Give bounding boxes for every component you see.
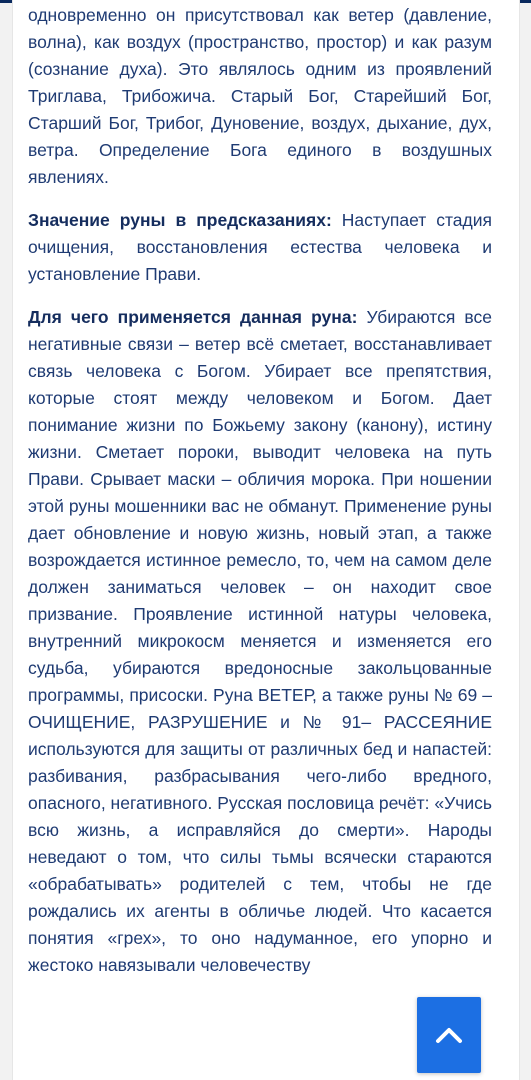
article-paragraph-2 [28, 207, 492, 288]
scroll-to-top-button[interactable] [417, 997, 481, 1073]
article-paragraph-1 [28, 2, 492, 191]
paragraph-3-text: Убираются все негативные связи – ветер всё сметает, восстанавливает связь человека с Богом. Убирает все препятствия, которые стоят между человеком и Богом. Дает понимание жизни по Божьему закону (канону), истину жизни. Сметает пороки, выводит человека на путь Прави. Срывает маски – обличия морока. При ношении этой руны мошенники вас не обманут. Применение руны дает обновление и новую жизнь, новый этап, а также возрождается истинное ремесло, то, чем на самом деле должен заниматься человек – он находит свое призвание. Проявление истинной натуры человека, внутренний микрокосм меняется и изменяется его судьба, убираются вредоносные закольцованные программы, присоски. Руна ВЕТЕР, а также руны № 69 – ОЧИЩЕНИЕ, РАЗРУШЕНИЕ и № 91– РАССЕЯНИЕ используются для защиты от различных бед и напастей: разбивания, разбрасывания чего-либо вредного, опасного, негативного. Русская пословица речёт: «Учись всю жизнь, а исправляйся до смерти». Народы неведают о том, что силы тьмы всячески стараются «обрабатывать» родителей с тем, чтобы не где рождались их агенты в обличье людей. Что касается понятия «грех», то оно надуманное, его упорно и жестоко навязывали человечеству [28, 307, 492, 975]
article-paragraph-3 [28, 304, 492, 979]
paragraph-2-label: Значение руны в предсказаниях: [28, 210, 332, 230]
chevron-up-icon [434, 1025, 464, 1045]
paragraph-1-text: одновременно он присутствовал как ветер (давление, волна), как воздух (пространство, простор) и как разум (сознание духа). Это являлось одним из проявлений Триглава, Трибожича. Старый Бог, Старейший Бог, Старший Бог, Трибог, Дуновение, воздух, дыхание, дух, ветра. Определение Бога единого в воздушных явлениях. [28, 5, 492, 187]
paragraph-2-text: Наступает стадия очищения, восстановления естества человека и установление Прави. [28, 210, 492, 284]
paragraph-3-label: Для чего применяется данная руна: [28, 307, 358, 327]
article-body [28, 2, 492, 995]
